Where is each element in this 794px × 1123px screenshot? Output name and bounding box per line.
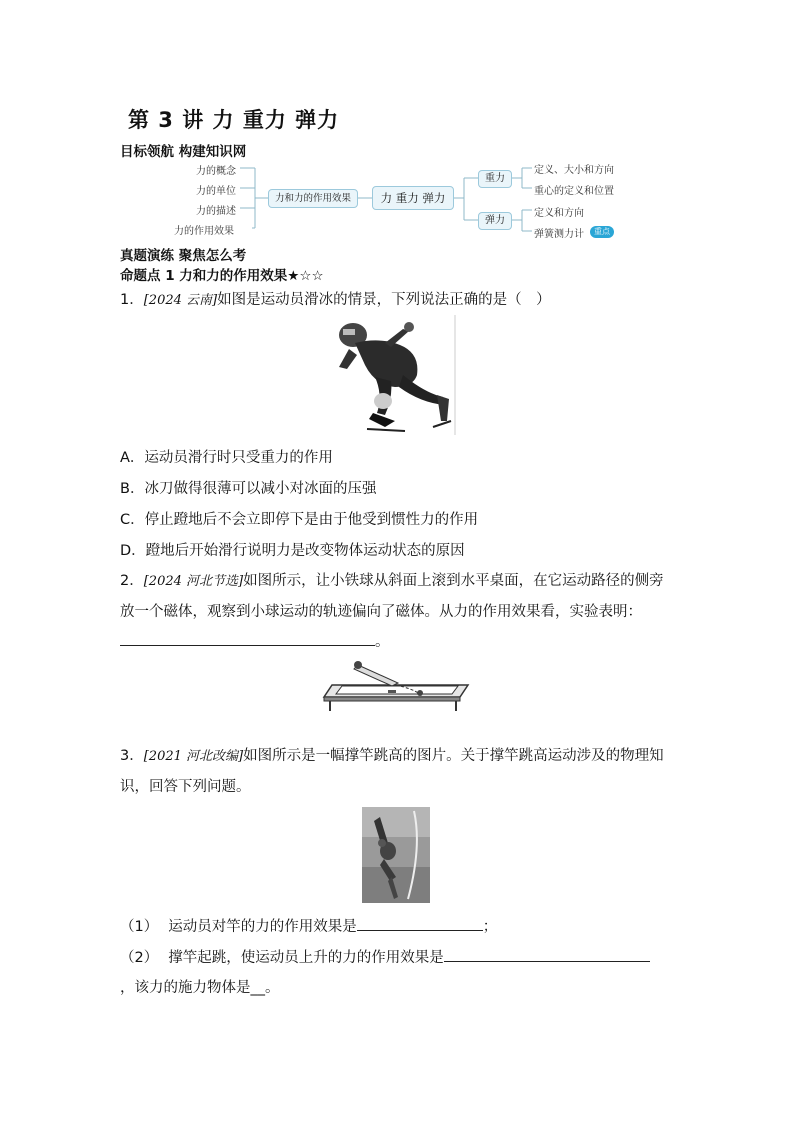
mindmap-gravity-item: 定义、大小和方向 [534,165,614,176]
section-heading-practice: 真题演练 聚焦怎么考 [120,248,247,264]
answer-blank[interactable] [357,916,483,931]
knowledge-mindmap [160,158,630,240]
sub-question-1 [120,915,497,936]
answer-blank[interactable] [120,631,375,646]
question-source: [2024 云南] [143,293,218,308]
mindmap-left-item: 力的描述 [196,206,236,217]
question-2 [120,566,676,657]
mindmap-elastic-item: 定义和方向 [534,208,584,219]
sub-question-number: （1） [120,919,159,935]
mindmap-node-gravity: 重力 [478,170,512,188]
ramp-table-figure [318,655,476,713]
answer-blank[interactable] [444,947,650,962]
mindmap-elastic-item: 弹簧测力计 [534,229,584,240]
topic-heading: 命题点 1 力和力的作用效果★☆☆ [120,268,324,284]
mindmap-gravity-item: 重心的定义和位置 [534,186,614,197]
sub-question-2-continuation: ，该力的施力物体是__。 [120,980,280,996]
speed-skater-figure [325,315,465,437]
option-d: D．蹬地后开始滑行说明力是改变物体运动状态的原因 [120,543,465,559]
sub-question-text: 运动员对竿的力的作用效果是 [168,919,357,935]
question-number: 2． [120,573,144,589]
section-heading-goals: 目标领航 构建知识网 [120,144,247,160]
question-source: [2024 河北节选] [143,574,244,589]
mindmap-node-center: 力 重力 弹力 [372,186,454,210]
question-text: 如图是运动员滑冰的情景，下列说法正确的是（ ） [217,292,551,308]
mindmap-node-force-effect: 力和力的作用效果 [268,189,358,208]
sub-question-2 [120,946,680,967]
mindmap-node-elastic: 弹力 [478,212,512,230]
option-c: C．停止蹬地后不会立即停下是由于他受到惯性力的作用 [120,512,479,528]
option-b: B．冰刀做得很薄可以减小对冰面的压强 [120,481,377,497]
page-title: 第 3 讲 力 重力 弹力 [128,108,340,132]
pole-vault-photo [362,807,430,903]
sub-question-text: 撑竿起跳，使运动员上升的力的作用效果是 [168,950,444,966]
mindmap-left-item: 力的作用效果 [174,226,234,237]
mindmap-left-item: 力的单位 [196,186,236,197]
sub-question-end: ； [482,919,498,935]
question-text: 如图所示，让小铁球从斜面上滚到水平桌面，在它运动路径的侧旁放一个磁体，观察到小球运动的轨迹偏向了磁体。从力的作用效果看，实验表明： [120,573,664,620]
question-text: 如图所示是一幅撑竿跳高的图片。关于撑竿跳高运动涉及的物理知识，回答下列问题。 [120,748,664,795]
question-1 [120,285,680,316]
question-3 [120,741,676,802]
question-number: 3． [120,748,144,764]
option-a: A．运动员滑行时只受重力的作用 [120,450,333,466]
sub-question-number: （2） [120,950,159,966]
question-end-punctuation: 。 [375,634,390,650]
question-number: 1． [120,292,144,308]
mindmap-left-item: 力的概念 [196,166,236,177]
key-point-badge: 重点 [590,226,614,238]
question-source: [2021 河北改编] [143,749,244,764]
